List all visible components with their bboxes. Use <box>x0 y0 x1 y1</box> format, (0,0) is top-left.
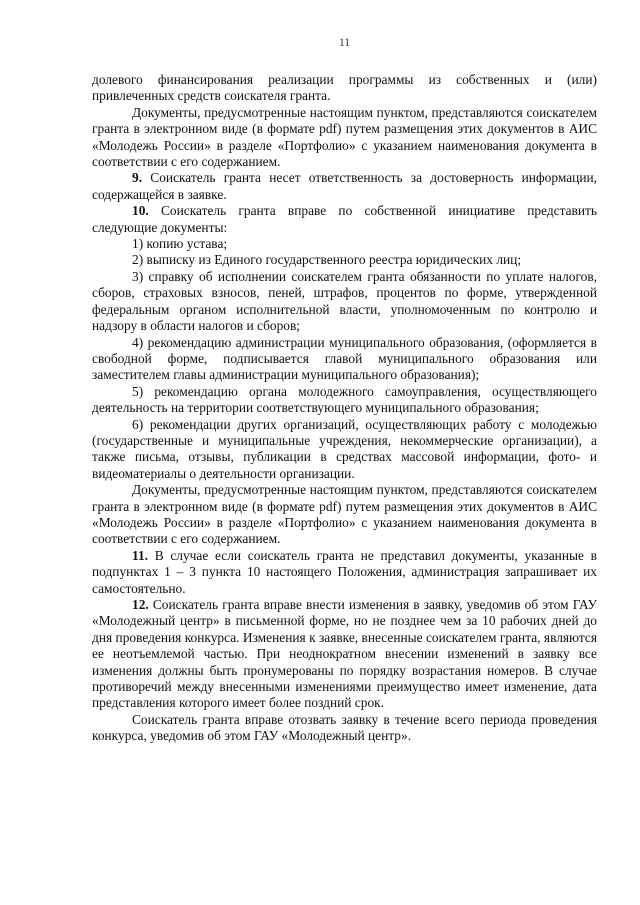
paragraph <box>92 252 597 268</box>
paragraph-number: 9. <box>132 170 143 186</box>
document-body <box>92 72 597 745</box>
numbered-paragraph <box>92 203 597 236</box>
paragraph-text: Соискатель гранта вправе отозвать заявку в течение всего периода проведения конкурса, уведомив об этом ГАУ «Молодежный центр». <box>92 711 597 744</box>
paragraph-number: 10. <box>132 203 149 219</box>
paragraph-text: Соискатель гранта вправе по собственной инициативе представить следующие документы: <box>92 203 597 235</box>
paragraph <box>92 482 597 548</box>
paragraph <box>92 105 597 171</box>
paragraph-number: 12. <box>132 597 149 612</box>
paragraph <box>92 417 597 483</box>
numbered-paragraph <box>92 597 597 712</box>
paragraph-text: 6) рекомендации других организаций, осуществляющих работу с молодежью (государственные и муниципальные учреждения, некоммерческие организации), а также письма, отзывы, публикации в средствах массовой информации, фото- и видеоматериалы о деятельности организации. <box>92 416 597 481</box>
paragraph-text: 2) выписку из Единого государственного реестра юридических лиц; <box>132 252 522 268</box>
document-page <box>92 36 597 745</box>
paragraph <box>92 236 597 252</box>
page-number: 11 <box>338 37 351 49</box>
paragraph-text: 4) рекомендацию администрации муниципального образования, (оформляется в свободной форме, подписывается главой муниципального образования или заместителем главы администрации муниципального образования); <box>92 334 597 383</box>
paragraph <box>92 335 597 384</box>
paragraph <box>92 712 597 745</box>
paragraph-text: долевого финансирования реализации программы из собственных и (или) привлеченных средств соискателя гранта. <box>92 72 597 104</box>
numbered-paragraph <box>92 548 597 597</box>
paragraph <box>92 384 597 417</box>
paragraph-text: 1) копию устава; <box>132 236 228 252</box>
paragraph-text: Соискатель гранта вправе внести изменения в заявку, уведомив об этом ГАУ «Молодежный центр» в письменной форме, но не позднее чем за 10 рабочих дней до дня проведения конкурса. Изменения к заявке, внесенные соискателем гранта, являются ее неотъемлемой частью. При неоднократном внесении изменений в заявку все изменения должны быть пронумерованы по порядку возрастания номеров. В случае противоречий между внесенными изменениями преимущество имеет изменение, дата представления которого имеет более поздний срок. <box>92 597 597 711</box>
paragraph <box>92 72 597 105</box>
paragraph-text: В случае если соискатель гранта не представил документы, указанные в подпунктах 1 – 3 пункта 10 настоящего Положения, администрация запрашивает их самостоятельно. <box>92 547 597 596</box>
paragraph-text: 3) справку об исполнении соискателем гранта обязанности по уплате налогов, сборов, страховых взносов, пеней, штрафов, процентов по форме, утвержденной федеральным органом исполнительной власти, уполномоченным по контролю и надзору в области налогов и сборов; <box>92 268 597 334</box>
numbered-paragraph <box>92 170 597 203</box>
paragraph-number: 11. <box>132 547 148 563</box>
paragraph-text: Документы, предусмотренные настоящим пунктом, представляются соискателем гранта в электронном виде (в формате pdf) путем размещения этих документов в АИС «Молодежь России» в разделе «Портфолио» с указанием наименования документа в соответствии с его содержанием. <box>92 104 597 170</box>
paragraph <box>92 269 597 335</box>
paragraph-text: 5) рекомендацию органа молодежного самоуправления, осуществляющего деятельность на территории соответствующего муниципального образования; <box>92 383 597 416</box>
paragraph-text: Документы, предусмотренные настоящим пунктом, представляются соискателем гранта в электронном виде (в формате pdf) путем размещения этих документов в АИС «Молодежь России» в разделе «Портфолио» с указанием наименования документа в соответствии с его содержанием. <box>92 482 597 547</box>
paragraph-text: Соискатель гранта несет ответственность за достоверность информации, содержащейся в заявке. <box>92 170 597 202</box>
